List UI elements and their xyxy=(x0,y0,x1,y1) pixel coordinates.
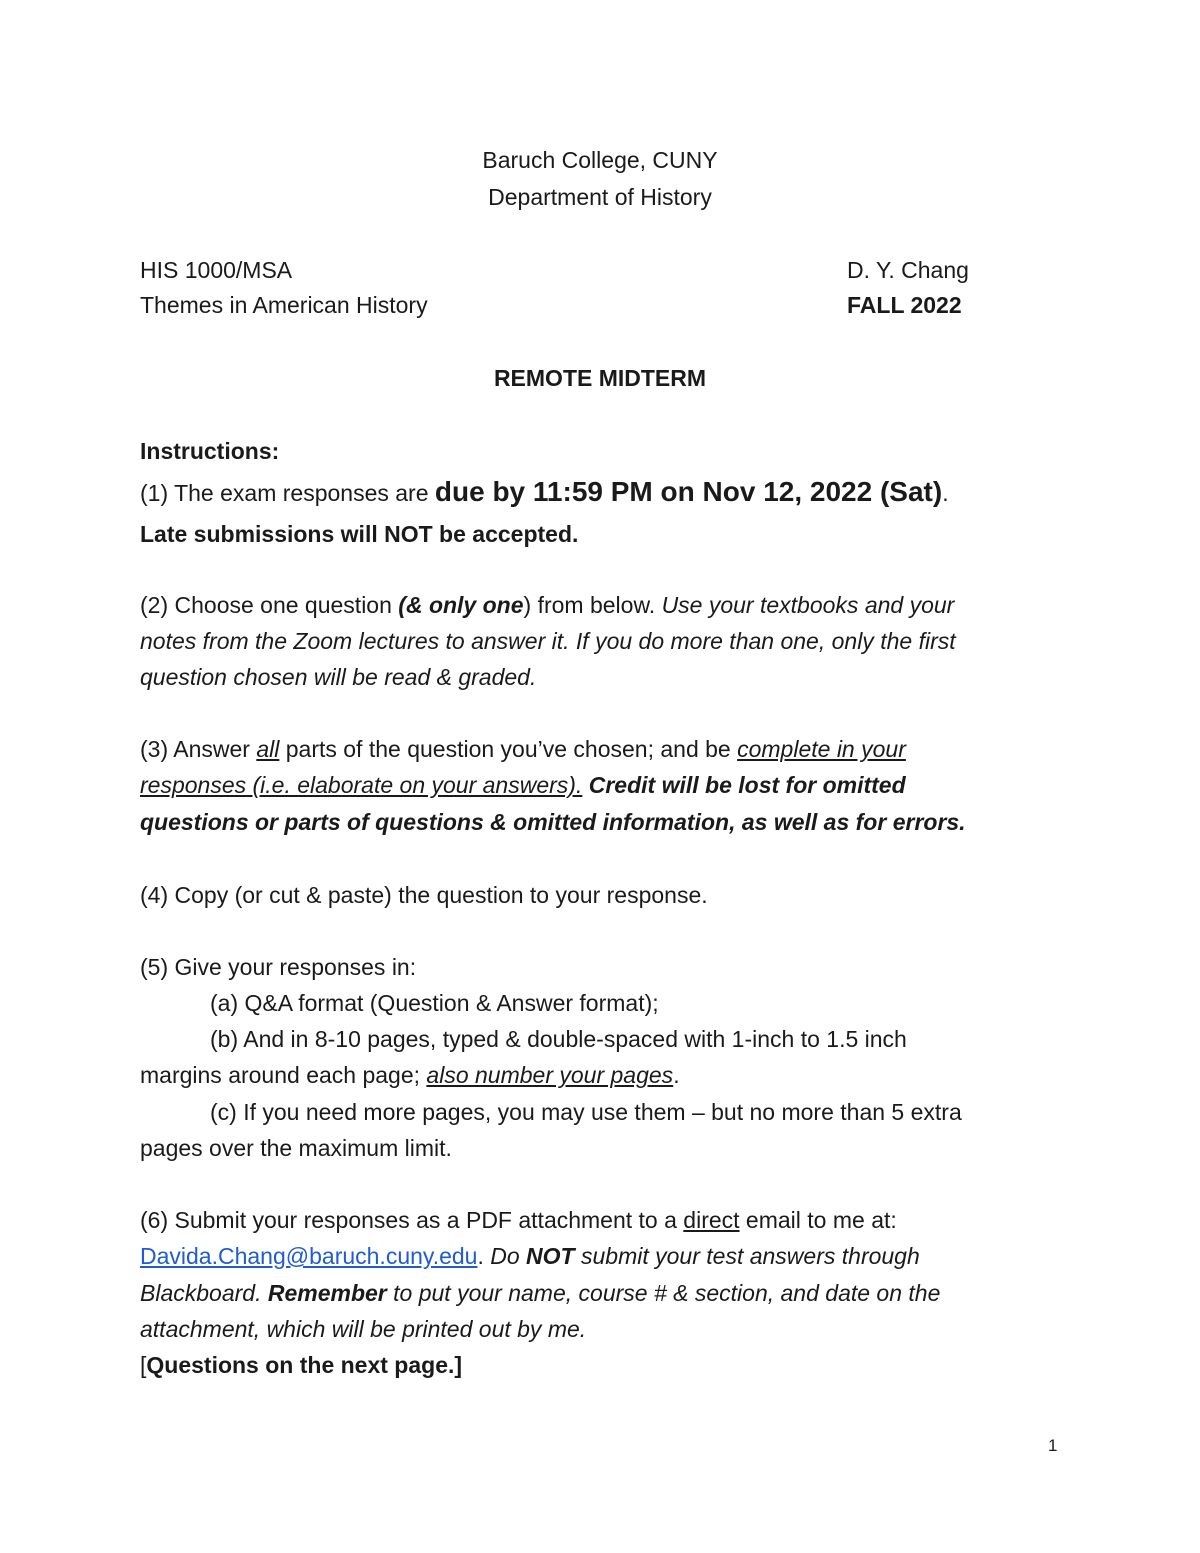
institution-name: Baruch College, CUNY xyxy=(482,147,718,173)
term: FALL 2022 xyxy=(847,292,962,318)
next-page-note xyxy=(140,1350,1070,1380)
instruction-1 xyxy=(140,477,1070,508)
instruction-2-line-3: question chosen will be read & graded. xyxy=(140,664,537,690)
exam-title: REMOTE MIDTERM xyxy=(493,365,707,391)
instruction-5c-line-1: (c) If you need more pages, you may use them – but no more than 5 extra xyxy=(210,1099,962,1125)
bracket-open: [ xyxy=(140,1352,147,1378)
instruction-2-text: (2) Choose one question xyxy=(140,592,399,618)
instruction-5c-line-2: pages over the maximum limit. xyxy=(140,1135,452,1161)
instruction-5-intro: (5) Give your responses in: xyxy=(140,954,417,980)
instruction-6-text: (6) Submit your responses as a PDF attachment to a xyxy=(140,1207,684,1233)
instruction-3-line-3: questions or parts of questions & omitted information, as well as for errors. xyxy=(140,809,966,835)
instruction-2-line-1 xyxy=(140,590,1070,620)
course-code: HIS 1000/MSA xyxy=(140,257,293,283)
instruction-3-text-2: parts of the question you’ve chosen; and be xyxy=(279,736,738,762)
page-number: 1 xyxy=(1048,1436,1058,1455)
instructor-name: D. Y. Chang xyxy=(847,257,969,283)
due-date: due by 11:59 PM on Nov 12, 2022 (Sat) xyxy=(434,476,943,507)
instruction-6-line-4: attachment, which will be printed out by me. xyxy=(140,1316,587,1342)
instruction-5b-text: margins around each page; xyxy=(140,1062,427,1088)
instruction-1-suffix: . xyxy=(942,480,949,506)
instruction-6-line-1 xyxy=(140,1205,1070,1235)
email-link[interactable]: Davida.Chang@baruch.cuny.edu xyxy=(140,1243,478,1269)
instruction-6-text-2: email to me at: xyxy=(739,1207,897,1233)
not-emphasis: NOT xyxy=(526,1243,575,1269)
instruction-3-line-2 xyxy=(140,770,1070,800)
instruction-6-do: Do xyxy=(490,1243,527,1269)
only-one-emphasis: (& only one xyxy=(398,592,524,618)
instruction-4: (4) Copy (or cut & paste) the question to your response. xyxy=(140,882,708,908)
instruction-5a: (a) Q&A format (Question & Answer format); xyxy=(210,990,659,1016)
complete-emphasis: complete in your xyxy=(737,736,906,762)
department-name: Department of History xyxy=(488,184,712,210)
elaborate-emphasis: responses (i.e. elaborate on your answers). xyxy=(140,772,583,798)
instruction-3-line-1 xyxy=(140,734,1070,764)
instruction-6-line-2 xyxy=(140,1241,1070,1271)
instruction-5b-period: . xyxy=(673,1062,680,1088)
instructions-heading: Instructions: xyxy=(140,438,280,464)
instruction-3-text: (3) Answer xyxy=(140,736,257,762)
instruction-2-line-2: notes from the Zoom lectures to answer it. If you do more than one, only the first xyxy=(140,628,956,654)
all-emphasis: all xyxy=(256,736,280,762)
instruction-2-text-2: ) from below. xyxy=(523,592,662,618)
direct-emphasis: direct xyxy=(683,1207,740,1233)
instruction-6-italic-2: to put your name, course # & section, and date on the xyxy=(386,1280,941,1306)
instruction-5b-line-2 xyxy=(140,1060,1070,1090)
remember-emphasis: Remember xyxy=(267,1280,387,1306)
instruction-2-italic: Use your textbooks and your xyxy=(661,592,955,618)
instruction-5b-line-1: (b) And in 8-10 pages, typed & double-spaced with 1-inch to 1.5 inch xyxy=(210,1026,907,1052)
instruction-1-prefix: (1) The exam responses are xyxy=(140,480,435,506)
instruction-6-period: . xyxy=(477,1243,491,1269)
instruction-6-line-3 xyxy=(140,1278,1070,1308)
next-page-text: Questions on the next page.] xyxy=(146,1352,463,1378)
course-title: Themes in American History xyxy=(140,292,428,318)
blackboard-text: Blackboard. xyxy=(140,1280,268,1306)
credit-warning: Credit will be lost for omitted xyxy=(582,772,906,798)
late-policy: Late submissions will NOT be accepted. xyxy=(140,521,579,547)
instruction-6-italic: submit your test answers through xyxy=(574,1243,920,1269)
number-pages-emphasis: also number your pages xyxy=(426,1062,674,1088)
